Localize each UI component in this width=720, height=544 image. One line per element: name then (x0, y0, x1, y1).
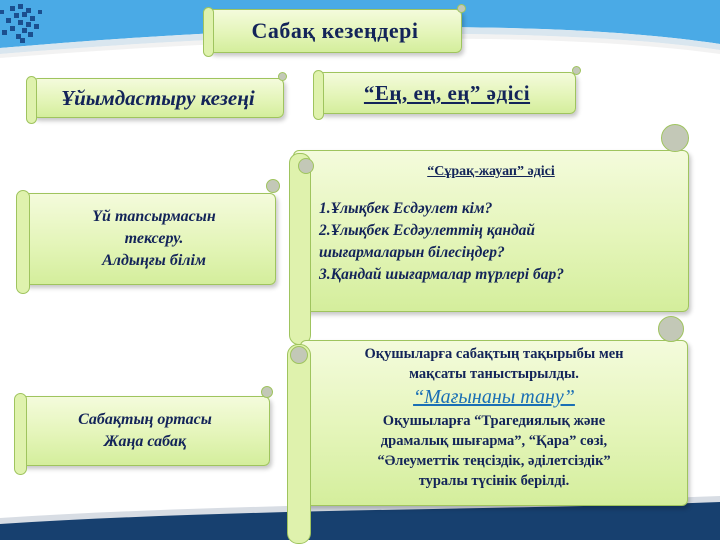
new-lesson-intro-line-2: мақсаты таныстырылды. (409, 366, 579, 382)
new-lesson-intro-line-1: Оқушыларға сабақтың тақырыбы мен (364, 346, 624, 362)
banner-knob (266, 179, 280, 193)
stage-homework-line-1: Үй тапсырмасын (92, 208, 216, 225)
new-lesson-method-scroll (300, 340, 688, 506)
qa-question: 1.Ұлықбек Есдәулет кім? (319, 200, 493, 217)
stage-organization-banner (32, 78, 284, 118)
new-lesson-body-line-4: туралы түсінік берілді. (418, 473, 570, 489)
qa-question-list (293, 198, 564, 286)
new-lesson-body-line-3: “Әлеуметтік теңсіздік, әділетсіздік” (377, 453, 611, 469)
slide-title: Сабақ кезеңдері (251, 18, 419, 43)
stage-homework-line-2: тексеру. (124, 230, 184, 247)
slide-title-banner (208, 9, 462, 53)
qa-method-title: “Сұрақ-жауап” әдісі (427, 164, 555, 179)
qa-question: 2.Ұлықбек Есдәулеттің қандай (319, 222, 536, 239)
scroll-right-knob (658, 316, 684, 342)
qa-method-scroll (293, 150, 689, 312)
method-en-en-en-banner (318, 72, 576, 114)
qa-question: 3.Қандай шығармалар түрлері бар? (319, 266, 564, 283)
snowflake-logo-icon (0, 0, 48, 46)
stage-new-lesson-banner (20, 396, 270, 466)
stage-organization-label: Ұйымдастыру кезеңі (61, 85, 255, 110)
stage-new-lesson-line-1: Сабақтың ортасы (78, 411, 212, 428)
new-lesson-body-line-1: Оқушыларға “Трагедиялық және (382, 413, 606, 429)
meaning-recognition-method-link: “Мағынаны тану” (413, 386, 575, 408)
new-lesson-body-line-2: драмалық шығарма”, “Қара” сөзі, (380, 433, 608, 449)
method-en-en-en-label: “Ең, ең, ең” әдісі (363, 80, 531, 105)
stage-homework-line-3: Алдыңғы білім (102, 252, 206, 269)
stage-homework-check-banner (22, 193, 276, 285)
scroll-right-knob (661, 124, 689, 152)
qa-question: шығармаларын білесіңдер? (319, 244, 505, 261)
stage-new-lesson-line-2: Жаңа сабақ (103, 433, 187, 450)
